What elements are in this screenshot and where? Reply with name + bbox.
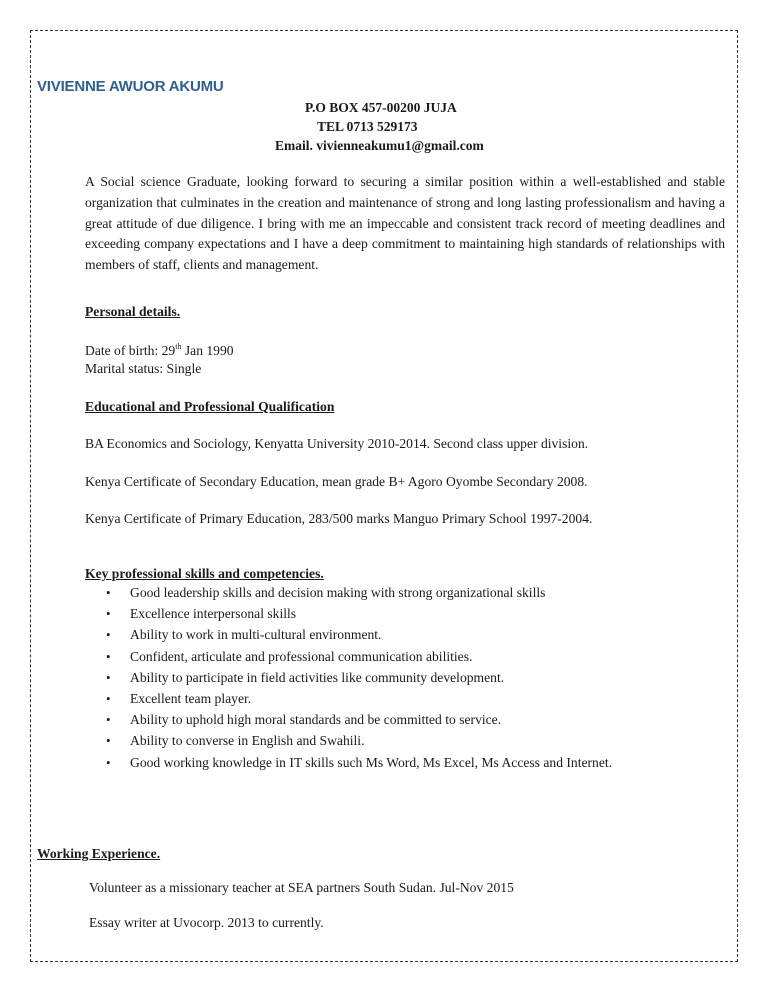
personal-details-heading: Personal details. <box>85 304 181 319</box>
email-address: Email. vivienneakumu1@gmail.com <box>275 138 484 153</box>
bullet-icon: • <box>106 648 111 664</box>
skill-text: Ability to uphold high moral standards and be committed to service. <box>130 712 502 728</box>
skill-item <box>108 605 612 626</box>
dob-text: Date of birth: 29 <box>85 343 176 358</box>
education-item: BA Economics and Sociology, Kenyatta University 2010-2014. Second class upper division. <box>85 436 589 451</box>
skills-heading: Key professional skills and competencies. <box>85 566 324 581</box>
bullet-icon: • <box>106 585 111 600</box>
skill-item <box>108 669 612 690</box>
bullet-icon: • <box>106 606 111 622</box>
page-border <box>30 30 738 962</box>
dob-ordinal: th <box>175 342 182 351</box>
bullet-icon: • <box>106 627 111 643</box>
bullet-icon: • <box>106 754 111 770</box>
skill-item <box>108 754 612 775</box>
bullet-icon: • <box>106 669 111 685</box>
skill-text: Excellence interpersonal skills <box>130 606 297 622</box>
bullet-icon: • <box>106 712 111 728</box>
education-item: Kenya Certificate of Primary Education, 283/500 marks Manguo Primary School 1997-2004. <box>85 511 593 526</box>
skill-text: Good leadership skills and decision making with strong organizational skills <box>130 585 546 600</box>
skill-text: Ability to work in multi-cultural environment. <box>130 627 382 643</box>
skill-text: Ability to participate in field activities like community development. <box>130 669 505 685</box>
skill-text: Good working knowledge in IT skills such Ms Word, Ms Excel, Ms Access and Internet. <box>130 754 613 770</box>
skill-text: Ability to converse in English and Swahili. <box>130 733 365 749</box>
experience-item: Essay writer at Uvocorp. 2013 to currently. <box>89 915 324 930</box>
bullet-icon: • <box>106 690 111 706</box>
experience-item: Volunteer as a missionary teacher at SEA partners South Sudan. Jul-Nov 2015 <box>89 880 514 895</box>
marital-status: Marital status: Single <box>85 361 202 376</box>
skill-item <box>108 732 612 753</box>
bullet-icon: • <box>106 733 111 749</box>
education-item: Kenya Certificate of Secondary Education, mean grade B+ Agoro Oyombe Secondary 2008. <box>85 474 588 489</box>
skill-text: Confident, articulate and professional communication abilities. <box>130 648 473 664</box>
experience-heading: Working Experience. <box>37 846 161 861</box>
dob-month-year: Jan 1990 <box>181 343 234 358</box>
date-of-birth <box>85 343 234 359</box>
skill-item <box>108 626 612 647</box>
skill-item <box>108 711 612 732</box>
postal-address: P.O BOX 457-00200 JUJA <box>305 100 457 115</box>
skill-item <box>108 690 612 711</box>
profile-summary: A Social science Graduate, looking forward to securing a similar position within a well-established and stable organization that culminates in the creation and maintenance of strong and long lasting professionalism and having a great attitude of due diligence. I bring with me an impeccable and consistent track record of meeting deadlines and exceeding company expectations and I have a deep commitment to maintaining high standards of relationships with members of staff, clients and management. <box>85 174 725 273</box>
education-heading: Educational and Professional Qualification <box>85 399 335 414</box>
skill-text: Excellent team player. <box>130 690 252 706</box>
candidate-name: VIVIENNE AWUOR AKUMU <box>37 78 224 95</box>
skill-item <box>108 584 612 605</box>
telephone: TEL 0713 529173 <box>317 119 418 134</box>
skill-item <box>108 648 612 669</box>
skills-list <box>108 584 612 775</box>
